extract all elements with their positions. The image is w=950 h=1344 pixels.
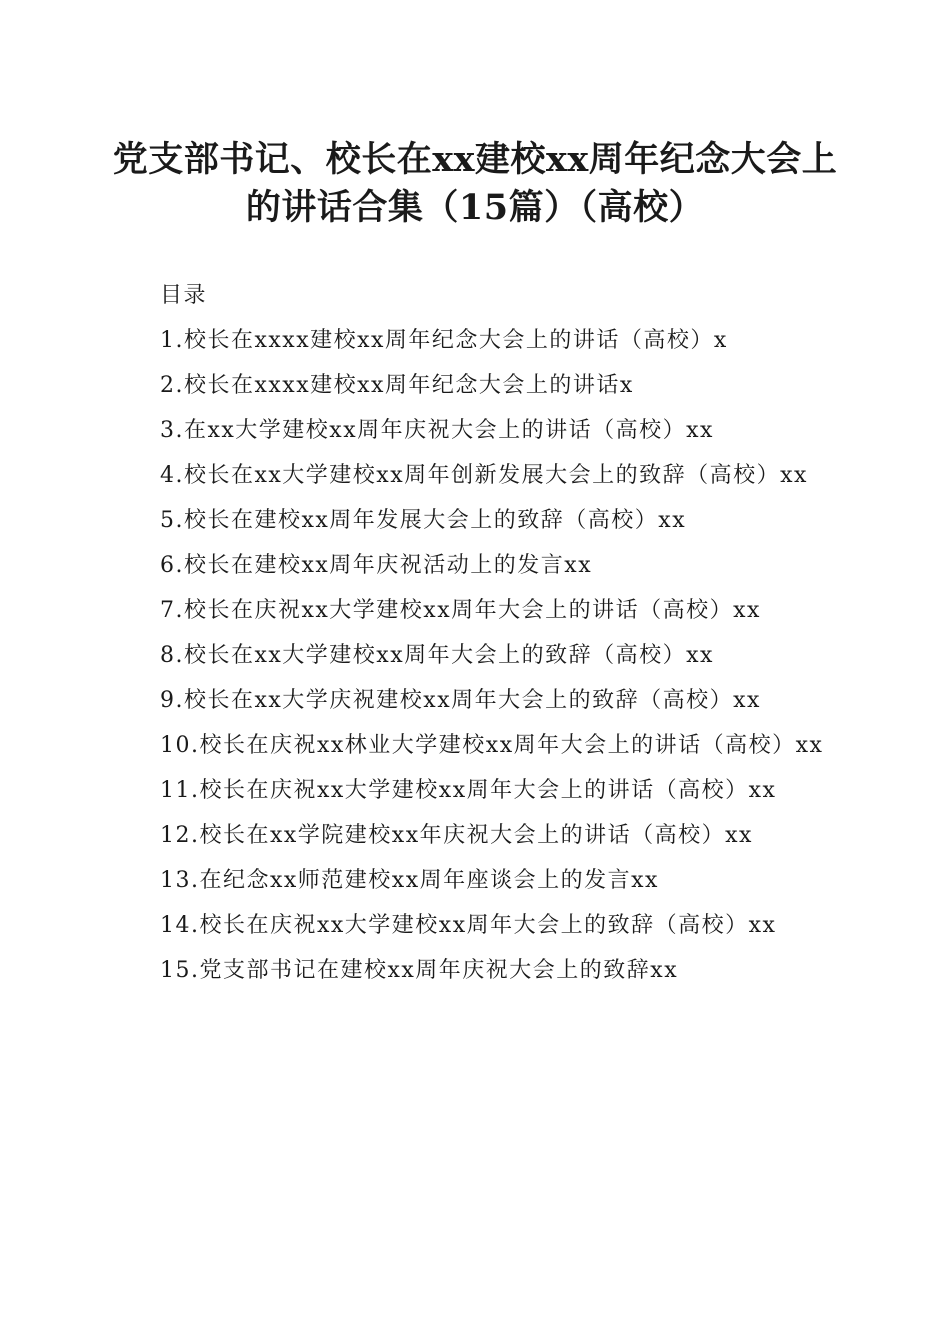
toc-item: 14.校长在庆祝xx大学建校xx周年大会上的致辞（高校）xx — [160, 913, 777, 938]
toc-item: 5.校长在建校xx周年发展大会上的致辞（高校）xx — [160, 508, 687, 533]
toc-item: 9.校长在xx大学庆祝建校xx周年大会上的致辞（高校）xx — [160, 688, 761, 713]
toc-item: 10.校长在庆祝xx林业大学建校xx周年大会上的讲话（高校）xx — [160, 733, 824, 758]
table-of-contents — [118, 273, 830, 993]
toc-item: 2.校长在xxxx建校xx周年纪念大会上的讲话x — [160, 373, 634, 398]
toc-item: 7.校长在庆祝xx大学建校xx周年大会上的讲话（高校）xx — [160, 598, 761, 623]
toc-item: 13.在纪念xx师范建校xx周年座谈会上的发言xx — [160, 868, 659, 893]
toc-heading: 目录 — [160, 283, 208, 308]
toc-list — [118, 318, 830, 993]
toc-item: 1.校长在xxxx建校xx周年纪念大会上的讲话（高校）x — [160, 328, 728, 353]
toc-item: 6.校长在建校xx周年庆祝活动上的发言xx — [160, 553, 593, 578]
toc-item: 4.校长在xx大学建校xx周年创新发展大会上的致辞（高校）xx — [160, 463, 808, 488]
toc-item: 8.校长在xx大学建校xx周年大会上的致辞（高校）xx — [160, 643, 714, 668]
toc-item: 15.党支部书记在建校xx周年庆祝大会上的致辞xx — [160, 958, 679, 983]
toc-item: 12.校长在xx学院建校xx年庆祝大会上的讲话（高校）xx — [160, 823, 753, 848]
toc-item: 3.在xx大学建校xx周年庆祝大会上的讲话（高校）xx — [160, 418, 714, 443]
toc-item: 11.校长在庆祝xx大学建校xx周年大会上的讲话（高校）xx — [160, 778, 777, 803]
document-title: 党支部书记、校长在xx建校xx周年纪念大会上的讲话合集（15篇）（高校） — [112, 139, 838, 228]
